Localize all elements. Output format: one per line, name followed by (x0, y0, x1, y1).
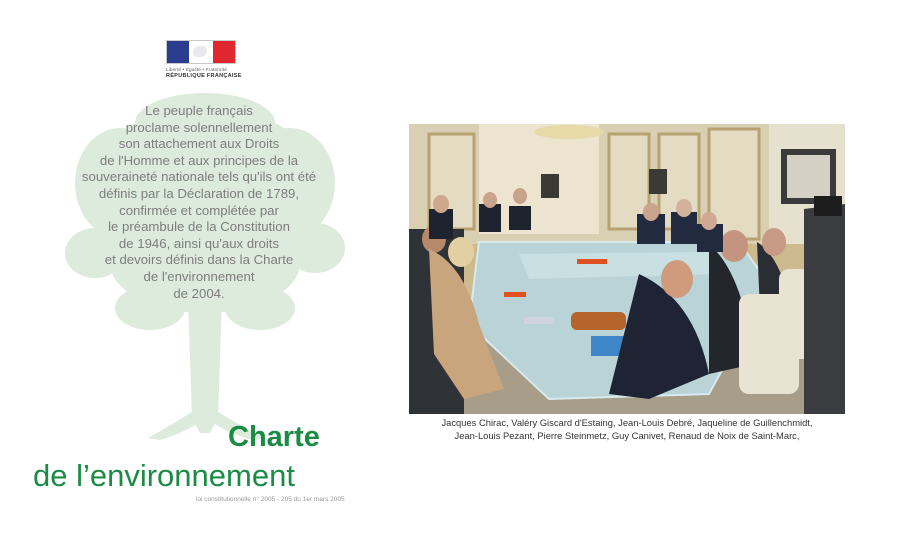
logo-motto: Liberté • Égalité • Fraternité (166, 67, 227, 72)
preamble-line: souveraineté nationale tels qu'ils ont été (81, 169, 317, 185)
logo-republic: RÉPUBLIQUE FRANÇAISE (166, 73, 242, 79)
photo-caption (409, 417, 845, 442)
french-flag-icon (166, 40, 236, 64)
preamble-line: Le peuple français (145, 103, 253, 118)
caption-line: Jean-Louis Pezant, Pierre Steinmetz, Guy Canivet, Renaud de Noix de Saint-Marc, (454, 429, 800, 441)
preamble-line: et devoirs définis dans la Charte (104, 252, 294, 268)
charter-subtitle: de l’environnement (33, 458, 295, 493)
preamble-line: définis par la Déclaration de 1789, (98, 185, 300, 201)
preamble-line: proclame solennellement (125, 119, 273, 135)
caption-line: Jacques Chirac, Valéry Giscard d'Estaing, Jean-Louis Debré, Jaqueline de Guillenchmidt, (441, 417, 813, 428)
republique-francaise-logo (166, 40, 242, 79)
preamble-text (40, 103, 358, 302)
preamble-line: de 1946, ainsi qu'aux droits (118, 235, 280, 251)
preamble-line: confirmée et complétée par (119, 202, 279, 218)
preamble-line: de 2004. (173, 285, 225, 301)
preamble-line: son attachement aux Droits (118, 136, 280, 152)
preamble-line: le préambule de la Constitution (108, 219, 290, 235)
preamble-line: de l'Homme et aux principes de la (99, 152, 299, 168)
council-meeting-photo (409, 124, 845, 414)
charter-title: Charte (228, 421, 320, 453)
legal-reference: loi constitutionnelle n° 2005 - 205 du 1er mars 2005 (196, 496, 345, 503)
charter-poster (0, 0, 400, 540)
preamble-line: de l'environnement (143, 268, 255, 284)
